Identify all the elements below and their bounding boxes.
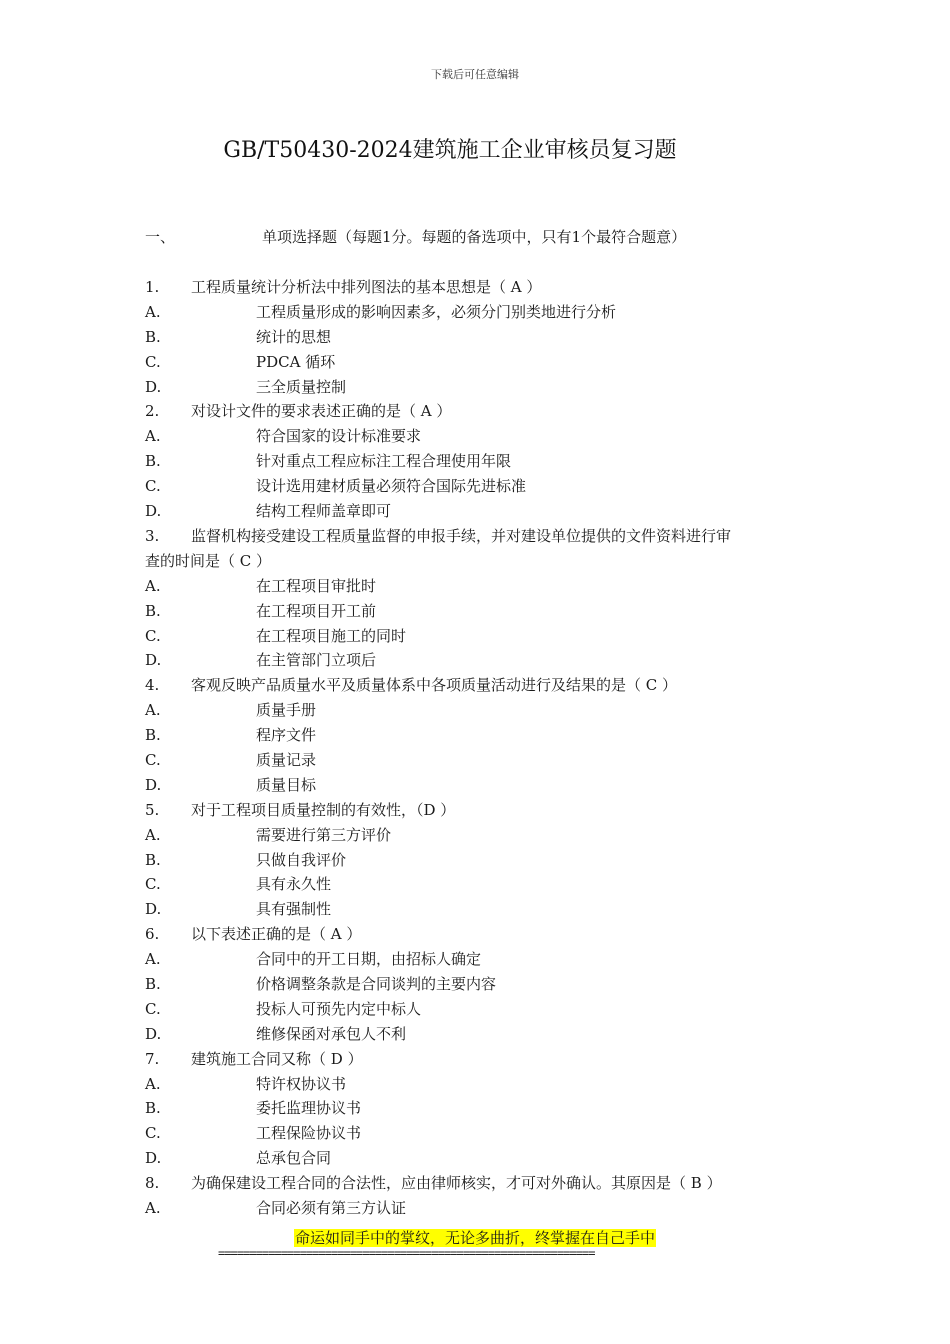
answer-option — [145, 748, 815, 773]
answer-option — [145, 648, 815, 673]
option-letter: B. — [145, 726, 161, 745]
option-letter: A. — [145, 1198, 161, 1217]
option-letter: C. — [145, 352, 161, 371]
answer-option — [145, 599, 815, 624]
answer-option — [145, 947, 815, 972]
option-text: 具有永久性 — [256, 875, 332, 894]
option-letter: D. — [145, 1149, 162, 1168]
question-item — [145, 673, 815, 698]
option-text: 合同必须有第三方认证 — [256, 1198, 407, 1217]
answer-option — [145, 350, 815, 375]
option-letter: C. — [145, 750, 161, 769]
question-number: 2. — [145, 402, 160, 421]
option-text: 需要进行第三方评价 — [256, 825, 392, 844]
question-list — [145, 275, 815, 1221]
question-number: 7. — [145, 1049, 160, 1068]
header-note: 下载后可任意编辑 — [431, 68, 519, 81]
question-number: 3. — [145, 526, 160, 545]
option-text: 结构工程师盖章即可 — [256, 502, 392, 521]
option-text: 设计选用建材质量必须符合国际先进标准 — [256, 477, 527, 496]
question-number: 6. — [145, 925, 160, 944]
answer-option — [145, 1096, 815, 1121]
question-text: 为确保建设工程合同的合法性，应由律师核实，才可对外确认。其原因是（ B ） — [191, 1174, 722, 1193]
option-text: 三全质量控制 — [256, 377, 347, 396]
answer-option — [145, 325, 815, 350]
option-text: 工程保险协议书 — [256, 1124, 362, 1143]
option-text: 在工程项目施工的同时 — [256, 626, 407, 645]
question-text: 工程质量统计分析法中排列图法的基本思想是（ A ） — [191, 278, 542, 296]
answer-option — [145, 872, 815, 897]
question-item — [145, 798, 815, 823]
option-letter: D. — [145, 775, 162, 794]
answer-option — [145, 848, 815, 873]
option-letter: D. — [145, 502, 162, 521]
option-text: 维修保函对承包人不利 — [256, 1024, 407, 1043]
footer-divider: ============================================================ — [218, 1246, 595, 1260]
option-letter: C. — [145, 626, 161, 645]
option-letter: A. — [145, 302, 161, 321]
question-text: 客观反映产品质量水平及质量体系中各项质量活动进行及结果的是（ C ） — [191, 676, 678, 695]
option-letter: A. — [145, 950, 161, 969]
option-text: 质量记录 — [256, 750, 317, 769]
option-text: 工程质量形成的影响因素多，必须分门别类地进行分析 — [256, 302, 617, 321]
option-text: 在工程项目开工前 — [256, 601, 377, 620]
section-number: 一、 — [145, 228, 176, 246]
question-number: 5. — [145, 800, 160, 819]
answer-option — [145, 499, 815, 524]
answer-option — [145, 300, 815, 325]
answer-option — [145, 624, 815, 649]
option-text: 特许权协议书 — [256, 1074, 347, 1093]
option-text: 具有强制性 — [256, 900, 332, 919]
answer-option — [145, 1072, 815, 1097]
answer-option — [145, 1121, 815, 1146]
answer-option — [145, 574, 815, 599]
option-text: 符合国家的设计标准要求 — [256, 427, 422, 446]
option-letter: C. — [145, 1124, 161, 1143]
option-letter: D. — [145, 377, 162, 396]
option-letter: B. — [145, 974, 161, 993]
question-text: 建筑施工合同又称（ D ） — [191, 1049, 363, 1068]
question-item — [145, 399, 815, 424]
option-letter: B. — [145, 601, 161, 620]
option-text: 在主管部门立项后 — [256, 651, 377, 670]
option-letter: D. — [145, 1024, 162, 1043]
answer-option — [145, 823, 815, 848]
option-text: PDCA 循环 — [256, 352, 336, 371]
question-number: 1. — [145, 278, 160, 296]
section-heading — [145, 226, 686, 247]
answer-option — [145, 1022, 815, 1047]
answer-option — [145, 1146, 815, 1171]
answer-option — [145, 375, 815, 400]
option-letter: D. — [145, 651, 162, 670]
option-text: 委托监理协议书 — [256, 1099, 362, 1118]
question-text-continued: 查的时间是（ C ） — [145, 551, 272, 570]
option-text: 程序文件 — [256, 726, 317, 745]
answer-option — [145, 997, 815, 1022]
option-letter: A. — [145, 825, 161, 844]
option-text: 投标人可预先内定中标人 — [256, 999, 422, 1018]
question-number: 8. — [145, 1174, 160, 1193]
option-letter: B. — [145, 327, 161, 346]
answer-option — [145, 698, 815, 723]
option-text: 质量手册 — [256, 701, 317, 720]
option-letter: B. — [145, 850, 161, 869]
section-heading-text: 单项选择题（每题1分。每题的备选项中，只有1个最符合题意） — [262, 228, 687, 246]
option-text: 针对重点工程应标注工程合理使用年限 — [256, 452, 512, 471]
option-text: 质量目标 — [256, 775, 317, 794]
footer-motto: 命运如同手中的掌纹，无论多曲折，终掌握在自己手中 — [294, 1229, 655, 1247]
option-letter: C. — [145, 477, 161, 496]
option-text: 统计的思想 — [256, 327, 332, 346]
answer-option — [145, 723, 815, 748]
question-item — [145, 1047, 815, 1072]
option-text: 价格调整条款是合同谈判的主要内容 — [256, 974, 497, 993]
question-item — [145, 275, 815, 300]
question-text: 监督机构接受建设工程质量监督的申报手续，并对建设单位提供的文件资料进行审 — [191, 526, 732, 545]
answer-option — [145, 897, 815, 922]
option-letter: D. — [145, 900, 162, 919]
option-letter: A. — [145, 576, 161, 595]
option-letter: C. — [145, 999, 161, 1018]
option-letter: B. — [145, 452, 161, 471]
option-text: 只做自我评价 — [256, 850, 347, 869]
option-letter: C. — [145, 875, 161, 894]
question-item — [145, 1171, 815, 1196]
question-number: 4. — [145, 676, 160, 695]
question-text: 对于工程项目质量控制的有效性，（D ） — [191, 800, 456, 819]
question-item — [145, 922, 815, 947]
question-item — [145, 524, 815, 574]
option-text: 合同中的开工日期，由招标人确定 — [256, 950, 482, 969]
option-letter: A. — [145, 1074, 161, 1093]
document-title: GB/T50430-2024建筑施工企业审核员复习题 — [223, 138, 677, 163]
answer-option — [145, 449, 815, 474]
question-text: 对设计文件的要求表述正确的是（ A ） — [191, 402, 452, 421]
option-text: 总承包合同 — [256, 1149, 332, 1168]
answer-option — [145, 773, 815, 798]
answer-option — [145, 424, 815, 449]
answer-option — [145, 474, 815, 499]
answer-option — [145, 1196, 815, 1221]
answer-option — [145, 972, 815, 997]
option-letter: A. — [145, 701, 161, 720]
question-text: 以下表述正确的是（ A ） — [191, 925, 362, 944]
option-text: 在工程项目审批时 — [256, 576, 377, 595]
option-letter: B. — [145, 1099, 161, 1118]
option-letter: A. — [145, 427, 161, 446]
